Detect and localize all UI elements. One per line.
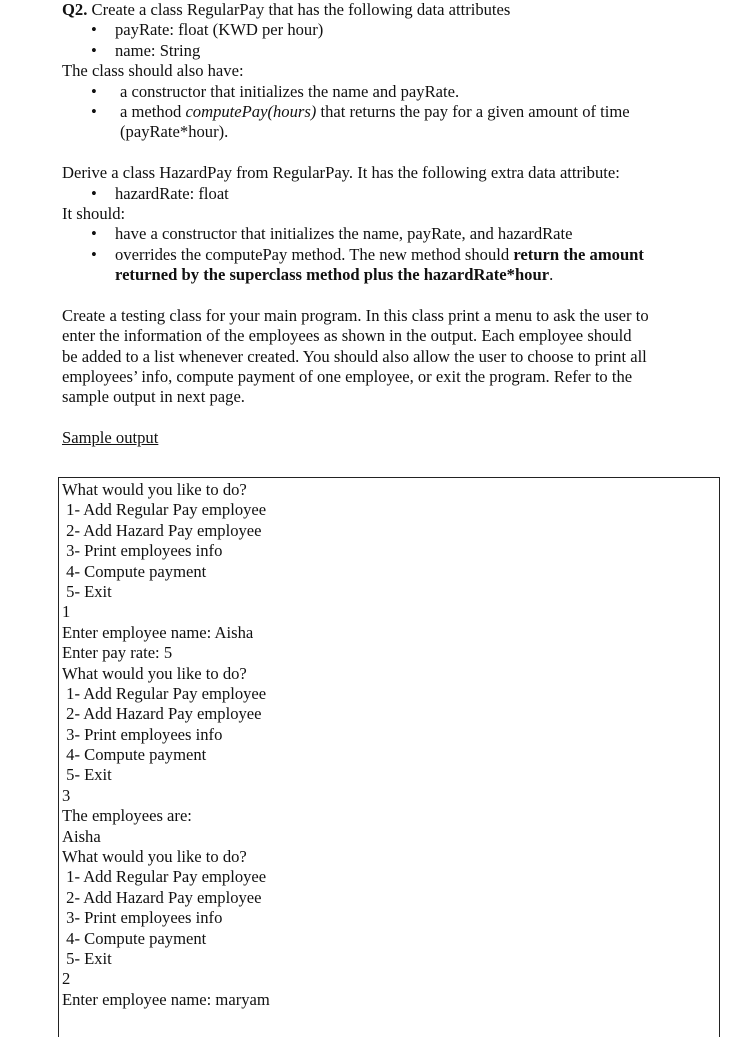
output-line: 2- Add Hazard Pay employee [62, 704, 262, 724]
bullet-icon: • [91, 101, 97, 121]
output-line: 2- Add Hazard Pay employee [62, 520, 262, 540]
output-line: 1 [62, 602, 71, 622]
intro-text: Create a class RegularPay that has the following data attributes [87, 0, 511, 19]
item-text: hazardRate: float [115, 183, 229, 203]
output-line: 5- Exit [62, 765, 112, 785]
output-line: What would you like to do? [62, 480, 247, 499]
list-item [62, 224, 727, 244]
method-name: computePay(hours) [185, 101, 317, 121]
output-line: 4- Compute payment [62, 745, 207, 765]
output-line: 2- Add Hazard Pay employee [62, 887, 262, 907]
output-line: Enter employee name: Aisha [62, 622, 254, 642]
bold-text: returned by the superclass method plus the hazardRate*hour [115, 265, 550, 285]
also-have-text: The class should also have: [62, 61, 244, 81]
question-intro [62, 0, 727, 20]
output-line: Aisha [62, 826, 101, 846]
item-text: have a constructor that initializes the name, payRate, and hazardRate [115, 224, 573, 244]
list-item [62, 102, 727, 122]
bullet-icon: • [91, 81, 97, 101]
output-line: 5- Exit [62, 581, 112, 601]
it-should-text: It should: [62, 203, 126, 223]
output-line: 4- Compute payment [62, 561, 207, 581]
list-item [62, 82, 727, 102]
paragraph-line: enter the information of the employees as shown in the output. Each employee should [62, 326, 632, 346]
item-text: name: String [115, 40, 201, 60]
output-line: What would you like to do? [62, 847, 247, 867]
list-item [62, 245, 727, 265]
paragraph-line: sample output in next page. [62, 387, 245, 407]
item-text: that returns the pay for a given amount of time [316, 101, 630, 121]
output-line: 2 [62, 969, 71, 989]
question-number: Q2. [62, 0, 88, 19]
sample-output-heading: Sample output [62, 428, 159, 448]
list-item-continuation [62, 265, 727, 285]
output-line: 5- Exit [62, 948, 112, 968]
list-item [62, 184, 727, 204]
bullet-icon: • [91, 40, 97, 60]
output-line: The employees are: [62, 806, 192, 826]
output-line: 3- Print employees info [62, 541, 223, 561]
item-text: payRate: float (KWD per hour) [115, 20, 324, 40]
output-line: Enter pay rate: 5 [62, 643, 173, 663]
bold-text: return the amount [513, 244, 644, 264]
output-line: 1- Add Regular Pay employee [62, 500, 267, 520]
output-line: 3- Print employees info [62, 908, 223, 928]
item-text: a constructor that initializes the name and payRate. [120, 81, 460, 101]
item-text: . [549, 265, 554, 285]
bullet-icon: • [91, 244, 97, 264]
output-line: 1- Add Regular Pay employee [62, 867, 267, 887]
output-line: 1- Add Regular Pay employee [62, 683, 267, 703]
item-text: overrides the computePay method. The new method should [115, 244, 514, 264]
list-item [62, 41, 727, 61]
sample-output-box [58, 477, 720, 1037]
paragraph-line: employees’ info, compute payment of one employee, or exit the program. Refer to the [62, 367, 633, 387]
derive-text: Derive a class HazardPay from RegularPay. It has the following extra data attribute: [62, 163, 620, 183]
question-text [62, 0, 727, 449]
list-item-continuation: (payRate*hour). [120, 122, 229, 142]
output-line: Enter employee name: maryam [62, 989, 270, 1009]
bullet-icon: • [91, 183, 97, 203]
output-line: 3- Print employees info [62, 724, 223, 744]
output-line: 4- Compute payment [62, 928, 207, 948]
bullet-icon: • [91, 20, 97, 40]
output-line: What would you like to do? [62, 663, 247, 683]
bullet-icon: • [91, 224, 97, 244]
paragraph-line: Create a testing class for your main program. In this class print a menu to ask the user to [62, 305, 649, 325]
output-line: 3 [62, 785, 71, 805]
list-item [62, 20, 727, 40]
paragraph-line: be added to a list whenever created. You should also allow the user to choose to print all [62, 346, 647, 366]
item-text: a method [120, 101, 186, 121]
